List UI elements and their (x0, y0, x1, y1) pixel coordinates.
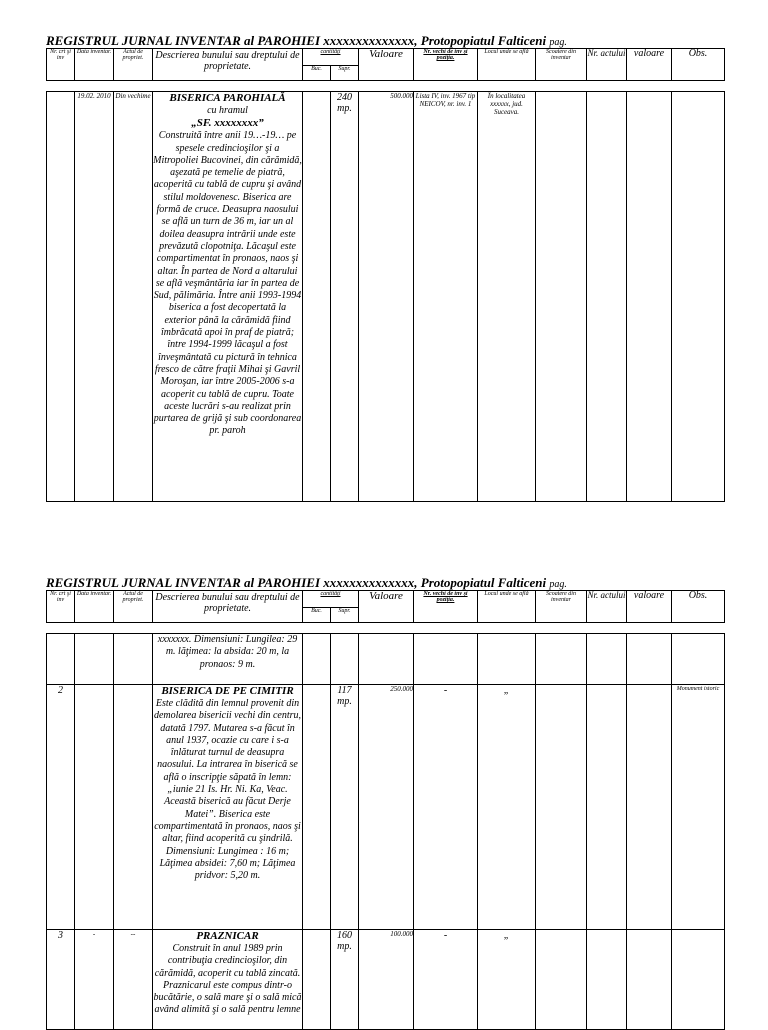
cell-actul: -- (114, 930, 153, 1030)
cell-nr-actului (587, 685, 627, 930)
header-cantitati: cantităţi (303, 49, 359, 66)
cell-actul (114, 634, 153, 685)
cell-nr: 3 (47, 930, 75, 1030)
header-descriere: Descrierea bunului sau dreptului de proprietate. (153, 591, 303, 623)
cell-data (75, 634, 114, 685)
cell-nr-actului (587, 634, 627, 685)
cell-valoare: 250.000 (359, 685, 414, 930)
entry-title: BISERICA DE PE CIMITIR (161, 685, 294, 697)
header-valoare: Valoare (359, 591, 414, 623)
cell-buc (303, 685, 331, 930)
cell-valoare (359, 634, 414, 685)
header-nr-vechi: Nr. vechi de inv şi poziţia. (414, 49, 478, 81)
entries-table (46, 633, 725, 1030)
table-row (47, 930, 725, 1030)
header-supr: Supr. (331, 66, 359, 81)
header-supr: Supr. (331, 608, 359, 623)
cell-descriere (153, 685, 303, 930)
header-data: Data inventar. (75, 591, 114, 623)
cell-nr (47, 634, 75, 685)
cell-data: - (75, 930, 114, 1030)
cell-buc (303, 634, 331, 685)
header-obs: Obs. (672, 591, 725, 623)
cell-obs (672, 930, 725, 1030)
cell-scoatere (536, 634, 587, 685)
entry-title: PRAZNICAR (196, 930, 259, 942)
header-actul: Actul de propriet. (114, 49, 153, 81)
cell-nr-vechi (414, 634, 478, 685)
header-data: Data inventar. (75, 49, 114, 81)
pag-label: pag. (549, 579, 567, 590)
cell-actul (114, 685, 153, 930)
cell-nr (47, 92, 75, 502)
header-nr-actului: Nr. actului (587, 591, 627, 623)
entry-description: Este clădită din lemnul provenit din demolarea bisericii vechi din centru, datată 1797. Mutarea s-a făcut în anul 1937, ocazie cu care i s-a înlăturat turnul de deasupra naosului. La intrarea în biserică se află o inscripţie săpată în lemn: „iunie 21 Is. Hr. Ni. Ka, Veac. Această biserică au făcut Derje Matei”. Biserica este compartimentată în pronaos, naos şi altar, fiind acoperită cu şindrilă. Dimensiuni: Lungimea : 16 m; Lăţimea absidei: 7,60 m; Lăţimea pridvor: 5,20 m. (153, 698, 302, 882)
entry-subtitle: cu hramul (207, 105, 248, 116)
header-nr-crt: Nr. crt şi inv (47, 591, 75, 623)
register-title-text: REGISTRUL JURNAL INVENTAR al PAROHIEI xxxxxxxxxxxxxx, Protopopiatul Falticeni (46, 33, 547, 48)
header-nr-actului: Nr. actului (587, 49, 627, 81)
header-locul: Locul unde se află (478, 49, 536, 81)
register-title-text: REGISTRUL JURNAL INVENTAR al PAROHIEI xxxxxxxxxxxxxx, Protopopiatul Falticeni (46, 575, 547, 590)
entry-description: Construită între anii 19…-19… pe spesele credincioşilor şi a Mitropoliei Bucovinei, din cărămidă, aşezată pe temelie de piatră, acoperită cu tablă de cupru şi având stilul moldovenesc. Biserica are formă de cruce. Deasupra naosului se află un turn de 36 m, iar un al doilea deasupra intrării unde este prevăzută clopotniţa. Lăcaşul este compartimentat în pronaos, naos şi altar. În partea de Nord a altarului se află veşmântăria iar în partea de Sud, pălimăria. Între anii 1993-1994 biserica a fost decopertată la exterior până la cărămidă fiind îmbrăcată apoi în praf de piatră; între 1994-1999 lăcaşul a fost înveşmântată cu pictură în tehnica fresco de către fraţii Mihai şi Gavril Moroşan, iar între 2005-2006 s-a acoperit cu tablă de cupru. Toate aceste lucrări s-au realizat prin purtarea de grijă şi sub coordonarea pr. paroh (153, 130, 302, 437)
cell-supr (331, 634, 359, 685)
header-buc: Buc. (303, 608, 331, 623)
header-scoatere: Scoatere din inventar (536, 591, 587, 623)
cell-supr: 160 mp. (331, 930, 359, 1030)
cell-locul: În localitatea xxxxxx, jud. Suceava. (478, 92, 536, 502)
cell-valoare-2 (627, 930, 672, 1030)
header-locul: Locul unde se află (478, 591, 536, 623)
cell-data (75, 685, 114, 930)
header-scoatere: Scoatere din inventar (536, 49, 587, 81)
register-page-1 (46, 33, 724, 503)
register-page-2 (46, 575, 724, 1024)
header-valoare: Valoare (359, 49, 414, 81)
cell-obs: Monument istoric (672, 685, 725, 930)
cell-valoare-2 (627, 685, 672, 930)
cell-valoare-2 (627, 634, 672, 685)
cell-buc (303, 930, 331, 1030)
cell-nr-actului (587, 930, 627, 1030)
cell-scoatere (536, 930, 587, 1030)
cell-supr: 240 mp. (331, 92, 359, 502)
cell-nr-vechi: Lista IV, inv. 1967 tip NEICOV, nr. inv. 1 (414, 92, 478, 502)
table-row (47, 685, 725, 930)
header-buc: Buc. (303, 66, 331, 81)
entry-description: xxxxxxx. Dimensiuni: Lungilea: 29 m. lăţimea: la absida: 20 m, la pronaos: 9 m. (153, 634, 303, 685)
entry-title: BISERICA PAROHIALĂ (169, 92, 286, 104)
cell-buc (303, 92, 331, 502)
cell-nr: 2 (47, 685, 75, 930)
entries-table (46, 91, 725, 502)
cell-scoatere (536, 685, 587, 930)
cell-valoare: 500.000 (359, 92, 414, 502)
cell-data: 19.02. 2010 (75, 92, 114, 502)
header-nr-vechi: Nr. vechi de inv şi poziţia. (414, 591, 478, 623)
cell-nr-vechi: - (414, 930, 478, 1030)
header-actul: Actul de propriet. (114, 591, 153, 623)
cell-obs (672, 634, 725, 685)
header-table (46, 590, 725, 623)
cell-supr: 117 mp. (331, 685, 359, 930)
cell-locul (478, 634, 536, 685)
cell-nr-actului (587, 92, 627, 502)
entry-name: „SF. xxxxxxxx” (191, 117, 264, 130)
header-obs: Obs. (672, 49, 725, 81)
cell-descriere (153, 92, 303, 502)
header-nr-crt: Nr. crt şi inv (47, 49, 75, 81)
cell-locul: „ (478, 930, 536, 1030)
header-table (46, 48, 725, 81)
cell-scoatere (536, 92, 587, 502)
cell-descriere (153, 930, 303, 1030)
table-row (47, 92, 725, 502)
cell-obs (672, 92, 725, 502)
header-valoare-2: valoare (627, 49, 672, 81)
cell-actul: Din vechime (114, 92, 153, 502)
header-descriere: Descrierea bunului sau dreptului de proprietate. (153, 49, 303, 81)
register-title (46, 33, 567, 49)
table-row (47, 634, 725, 685)
pag-label: pag. (549, 37, 567, 48)
entry-description: Construit în anul 1989 prin contribuţia credincioşilor, din cărămidă, acoperit cu tablă zincată. Praznicarul este compus dintr-o bucătărie, o sală mare şi o sală mică având alimită şi o sală pentru lemne (153, 943, 302, 1016)
cell-valoare-2 (627, 92, 672, 502)
cell-nr-vechi: - (414, 685, 478, 930)
cell-valoare: 100.000 (359, 930, 414, 1030)
header-valoare-2: valoare (627, 591, 672, 623)
header-cantitati: cantităţi (303, 591, 359, 608)
register-title (46, 575, 567, 591)
cell-locul: „ (478, 685, 536, 930)
